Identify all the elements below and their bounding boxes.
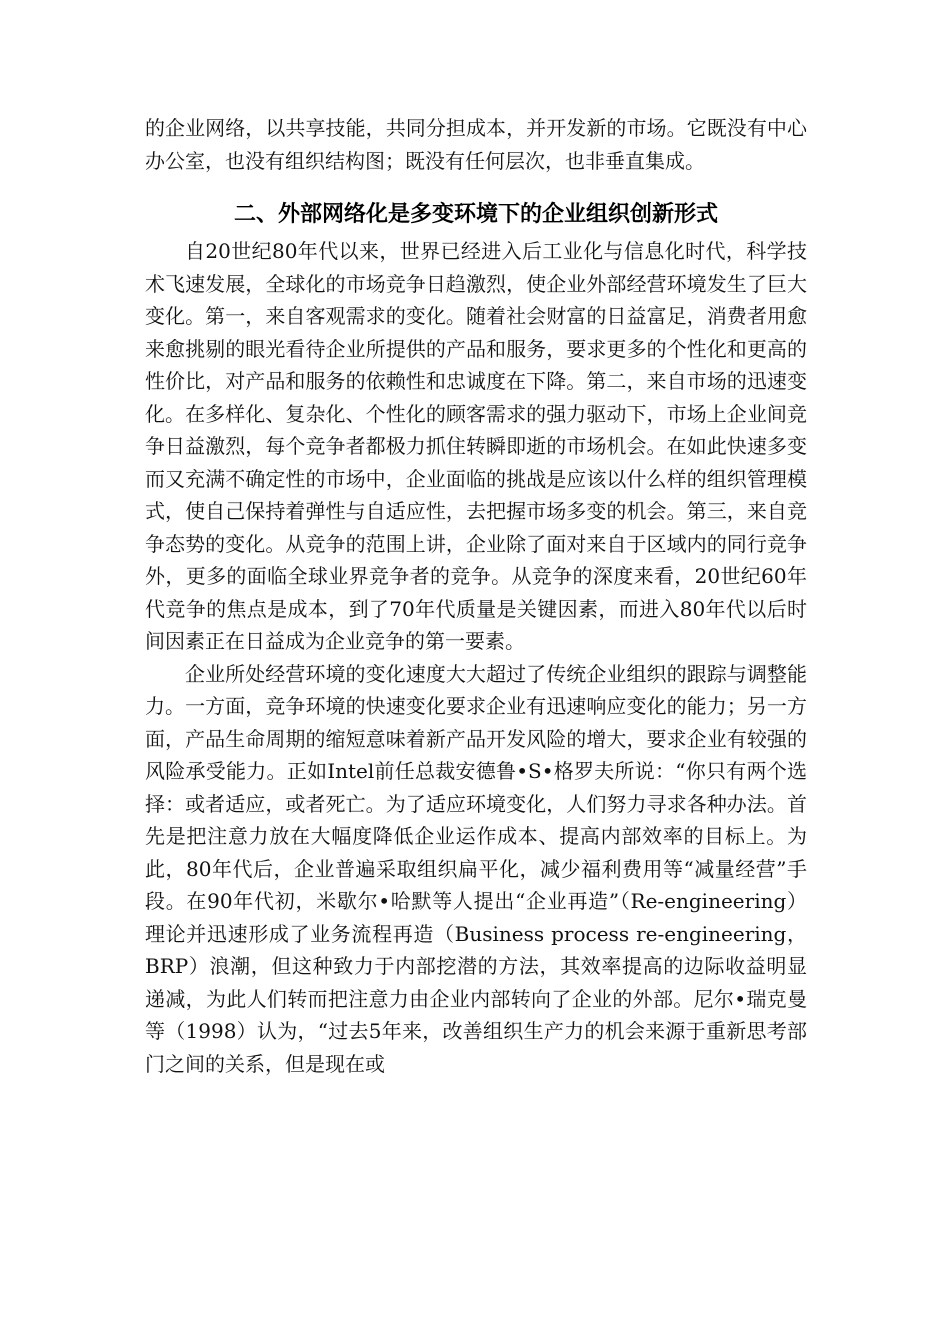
paragraph-continuation: 的企业网络，以共享技能，共同分担成本，并开发新的市场。它既没有中心办公室，也没有组织结构图；既没有任何层次，也非垂直集成。 bbox=[145, 116, 807, 173]
section-heading: 二、外部网络化是多变环境下的企业组织创新形式 bbox=[233, 202, 718, 227]
document-body bbox=[145, 112, 807, 1080]
paragraph-adaptation: 企业所处经营环境的变化速度大大超过了传统企业组织的跟踪与调整能力。一方面，竞争环境的快速变化要求企业有迅速响应变化的能力；另一方面，产品生命周期的缩短意味着新产品开发风险的增大，要求企业有较强的风险承受能力。正如Intel前任总裁安德鲁•S•格罗夫所说：“你只有两个选择：或者适应，或者死亡。为了适应环境变化，人们努力寻求各种办法。首先是把注意力放在大幅度降低企业运作成本、提高内部效率的目标上。为此，80年代后，企业普遍采取组织扁平化，减少福利费用等“减量经营”手段。在90年代初，米歇尔•哈默等人提出“企业再造”（Re-engineering）理论并迅速形成了业务流程再造（Business process re-engineering，BRP）浪潮，但这种致力于内部挖潜的方法，其效率提高的边际收益明显递减，为此人们转而把注意力由企业内部转向了企业的外部。尼尔•瑞克曼等（1998）认为，“过去5年来，改善组织生产力的机会来源于重新思考部门之间的关系，但是现在或 bbox=[145, 661, 807, 1076]
paragraph-environment-changes: 自20世纪80年代以来，世界已经进入后工业化与信息化时代，科学技术飞速发展，全球化的市场竞争日趋激烈，使企业外部经营环境发生了巨大变化。第一，来自客观需求的变化。随着社会财富的日益富足，消费者用愈来愈挑剔的眼光看待企业所提供的产品和服务，要求更多的个性化和更高的性价比，对产品和服务的依赖性和忠诚度在下降。第二，来自市场的迅速变化。在多样化、复杂化、个性化的顾客需求的强力驱动下，市场上企业间竞争日益激烈，每个竞争者都极力抓住转瞬即逝的市场机会。在如此快速多变而又充满不确定性的市场中，企业面临的挑战是应该以什么样的组织管理模式，使自己保持着弹性与自适应性，去把握市场多变的机会。第三，来自竞争态势的变化。从竞争的范围上讲，企业除了面对来自于区域内的同行竞争外，更多的面临全球业界竞争者的竞争。从竞争的深度来看，20世纪60年代竞争的焦点是成本，到了70年代质量是关键因素，而进入80年代以后时间因素正在日益成为企业竞争的第一要素。 bbox=[145, 239, 807, 653]
